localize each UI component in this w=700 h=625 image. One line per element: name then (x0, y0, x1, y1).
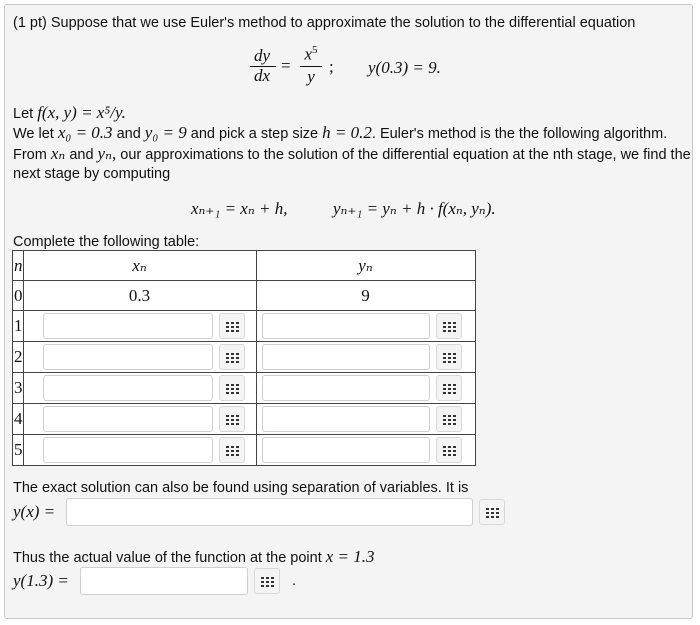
table-initial-row (13, 281, 476, 311)
initial-x-value: 0.3 (23, 281, 256, 311)
problem-intro: (1 pt) Suppose that we use Euler's method to approximate the solution to the differential equation (13, 15, 636, 31)
eq-equals: = (281, 56, 291, 75)
row-n: 4 (13, 404, 24, 435)
actual-value-input[interactable] (80, 567, 248, 595)
y2-input[interactable] (262, 344, 430, 370)
x4-input[interactable] (43, 406, 213, 432)
y3-input[interactable] (262, 375, 430, 401)
table-row (13, 342, 476, 373)
table-row (13, 311, 476, 342)
eq-rhs-denominator: y (307, 67, 315, 86)
trailing-period: . (292, 573, 297, 589)
eq-separator: ; (329, 57, 334, 76)
keyboard-icon[interactable] (479, 499, 505, 525)
row-n: 0 (13, 281, 24, 311)
keyboard-icon[interactable] (254, 568, 280, 594)
keyboard-icon[interactable] (436, 344, 462, 370)
table-row (13, 373, 476, 404)
exact-solution-text: The exact solution can also be found using separation of variables. It is (13, 480, 469, 496)
keyboard-icon[interactable] (219, 437, 245, 463)
keyboard-icon[interactable] (436, 437, 462, 463)
x2-input[interactable] (43, 344, 213, 370)
table-header-row (13, 251, 476, 281)
exact-solution-input[interactable] (66, 498, 473, 526)
y4-input[interactable] (262, 406, 430, 432)
row-n: 1 (13, 311, 24, 342)
table-row (13, 435, 476, 466)
row-n: 3 (13, 373, 24, 404)
y5-input[interactable] (262, 437, 430, 463)
setup-line: We let x₀ = 0.3 and y₀ = 9 and pick a step size h = 0.2. Euler's method is the the following algorithm. (13, 123, 668, 142)
keyboard-icon[interactable] (436, 406, 462, 432)
let-line: Let f(x, y) = x⁵/y. (13, 103, 126, 122)
y1-input[interactable] (262, 313, 430, 339)
from-line: From xₙ and yₙ, our approximations to the solution of the differential equation at the nth stage, we find the (13, 144, 691, 163)
keyboard-icon[interactable] (219, 344, 245, 370)
x1-input[interactable] (43, 313, 213, 339)
initial-condition: y(0.3) = 9. (368, 58, 441, 77)
actual-value-label: y(1.3) = (13, 571, 69, 590)
keyboard-icon[interactable] (219, 406, 245, 432)
x5-input[interactable] (43, 437, 213, 463)
recurrence-x: xₙ₊₁ = xₙ + h, (191, 199, 288, 218)
keyboard-icon[interactable] (436, 313, 462, 339)
initial-y-value: 9 (256, 281, 475, 311)
table-caption: Complete the following table: (13, 234, 200, 250)
keyboard-icon[interactable] (436, 375, 462, 401)
eq-rhs-numerator: $x^5$ (304, 44, 318, 64)
exact-solution-label: y(x) = (13, 502, 56, 521)
eq-lhs-denominator: dx (253, 66, 271, 85)
actual-value-text: Thus the actual value of the function at the point x = 1.3 (13, 547, 375, 566)
header-xn: xₙ (23, 251, 256, 281)
keyboard-icon[interactable] (219, 375, 245, 401)
header-yn: yₙ (256, 251, 475, 281)
row-n: 5 (13, 435, 24, 466)
row-n: 2 (13, 342, 24, 373)
next-stage-line: next stage by computing (13, 166, 171, 182)
header-n: n (13, 251, 24, 281)
eq-lhs-numerator: dy (253, 46, 271, 65)
recurrence-y: yₙ₊₁ = yₙ + h · f(xₙ, yₙ). (333, 199, 496, 218)
euler-table (12, 250, 476, 466)
keyboard-icon[interactable] (219, 313, 245, 339)
table-row (13, 404, 476, 435)
x3-input[interactable] (43, 375, 213, 401)
